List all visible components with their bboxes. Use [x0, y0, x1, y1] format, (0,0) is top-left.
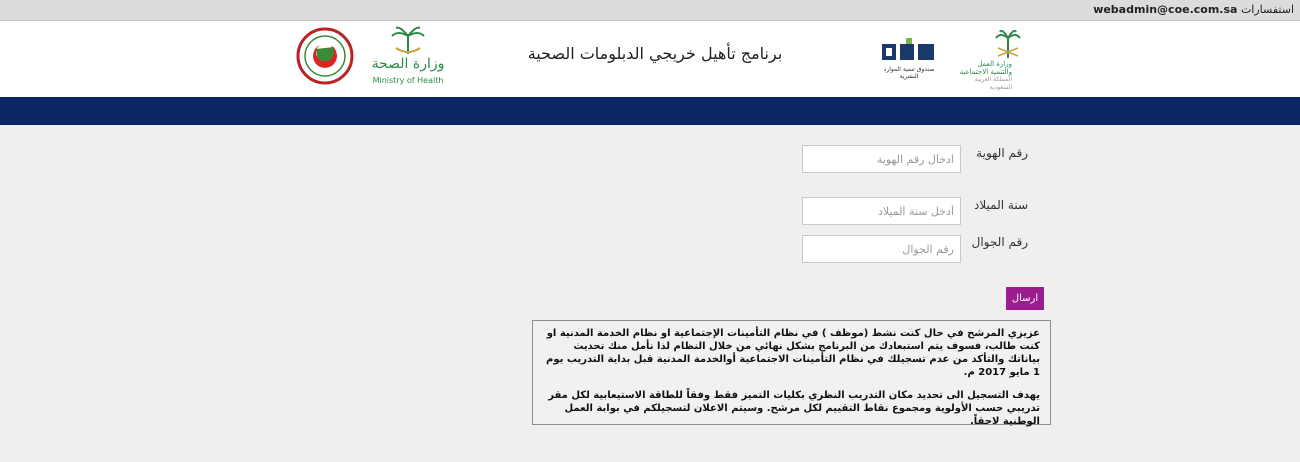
birth-year-label: سنة الميلاد — [974, 198, 1028, 212]
moh-english-name: Ministry of Health — [372, 76, 444, 85]
mobile-label: رقم الجوال — [971, 235, 1028, 249]
red-crescent-logo[interactable] — [296, 27, 354, 85]
mlsd-line3: المملكة العربية السعودية — [974, 76, 1012, 91]
mlsd-line1: وزارة العمل — [977, 60, 1012, 68]
notice-box — [532, 320, 1051, 425]
birth-year-input[interactable] — [802, 197, 961, 225]
hrdf-logo[interactable] — [876, 38, 942, 80]
mobile-input[interactable] — [802, 235, 961, 263]
ministry-of-labor-logo[interactable] — [952, 30, 1026, 91]
mlsd-line2: والتنمية الاجتماعية — [959, 68, 1012, 76]
contact-info — [1093, 3, 1294, 16]
contact-label: استفسارات — [1240, 3, 1294, 16]
mlsd-name — [952, 60, 1012, 92]
nav-band — [0, 97, 1300, 125]
top-bar — [0, 0, 1300, 21]
palm-swords-icon — [952, 30, 1026, 60]
moh-arabic-name: وزارة الصحة — [371, 56, 445, 72]
ministry-of-health-logo[interactable] — [370, 26, 446, 88]
notice-paragraph-1: عزيزي المرشح في حال كنت نشط (موظف ) في نظام التأمينات الإجتماعية او نظام الخدمة المدنية او كنت طالب، فسوف يتم استبعادك من البرنامج بشكل نهائي من خلال النظام لذا نأمل منك تحديث بياناتك والتأكد من عدم تسجيلك في نظام التأمينات الاجتماعية أوالخدمة المدنية قبل بداية التدريب يوم 1 مايو 2017 م. — [546, 328, 1040, 378]
hrdf-caption: صندوق تنمية الموارد البشرية — [883, 66, 935, 80]
submit-button[interactable]: ارسال — [1006, 287, 1044, 310]
id-number-input[interactable] — [802, 145, 961, 173]
contact-email[interactable]: webadmin@coe.com.sa — [1093, 3, 1238, 16]
palm-icon — [370, 26, 446, 56]
id-number-label: رقم الهوية — [976, 146, 1028, 160]
hrdf-mark-icon — [876, 38, 942, 66]
page-title: برنامج تأهيل خريجي الدبلومات الصحية — [527, 44, 783, 63]
notice-paragraph-2: يهدف التسجيل الى تحديد مكان التدريب النظري بكليات التميز فقط وفقاً للطاقة الاستيعابية لكل مقر تدريبي حسب الأولوية ومجموع نقاط التقييم لكل مرشح. وسيتم الاعلان لتسجيلكم في بوابة العمل الوطنية لاحقاً. — [548, 390, 1040, 427]
